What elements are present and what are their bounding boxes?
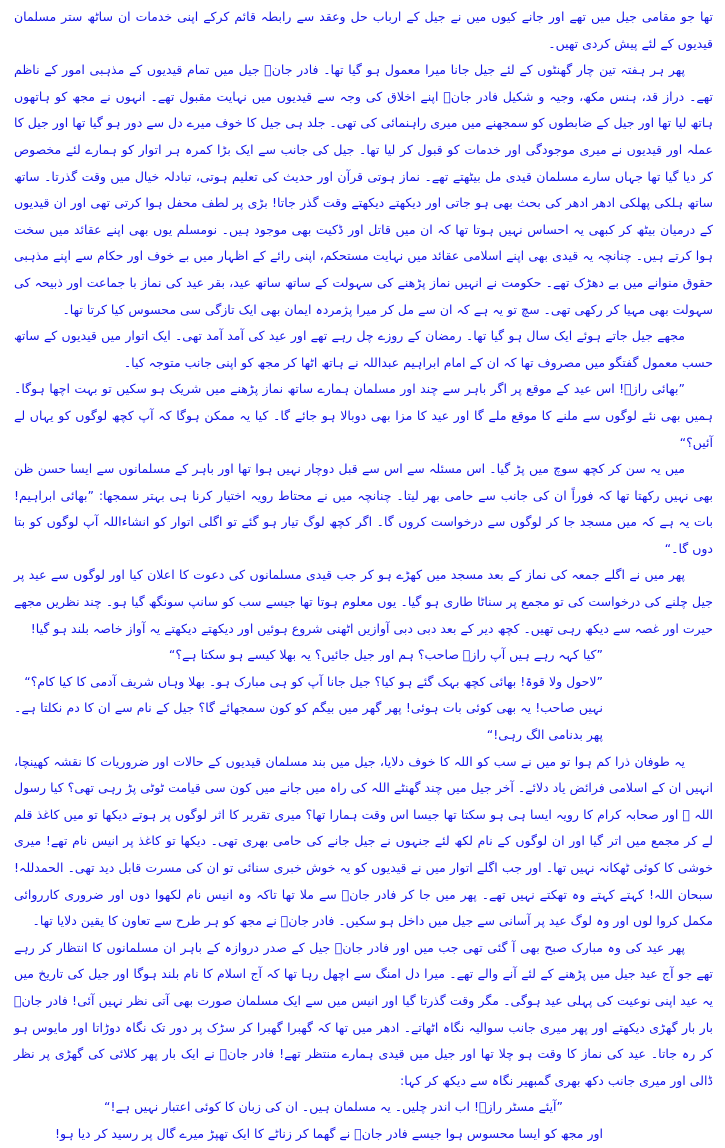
paragraph: اور مجھ کو ایسا محسوس ہوا جیسے فادر جانؔ نے گھما کر زناٹے کا ایک تھپڑ میرے گال پر رسید کر دیا ہو! (55, 1125, 603, 1141)
paragraph: نہیں صاحب! یہ بھی کوئی بات ہوئی! پھر گھر میں بیگم کو کون سمجھائے گا؟ جیل کے نام سے ان کا دم نکلتا ہے۔ پھر بدنامی الگ رہی!“ (14, 700, 603, 743)
paragraph: ”آیئے مسٹر رازؔ! اب اندر چلیں۔ یہ مسلمان ہیں۔ ان کی زبان کا کوئی اعتبار نہیں ہے!“ (103, 1099, 563, 1115)
paragraph: پھر ہر ہفتہ تین چار گھنٹوں کے لئے جیل جانا میرا معمول ہو گیا تھا۔ فادر جانؔ جیل میں تمام قیدیوں کے مذہبی امور کے ناظم تھے۔ دراز قد، ہنس مکھ، وجیہ و شکیل فادر جانؔ اپنے اخلاق کی وجہ سے قیدیوں میں نہایت مقبول تھے۔ انہوں نے مجھ کو ہاتھوں ہاتھ لیا تھا اور جیل کے ضابطوں کو سمجھنے میں میری راہنمائی کی تھی۔ جلد ہی جیل کا خوف میرے دل سے دور ہو گیا تھا اور جیل کا عملہ اور قیدیوں نے میری موجودگی اور خدمات کو قبول کر لیا تھا۔ جیل کی جانب سے ایک بڑا کمرہ ہر اتوار کو ہمارے لئے مخصوص کر دیا گیا تھا جہاں سارے مسلمان قیدی مل بیٹھتے تھے۔ نماز ہوتی قرآن اور حدیث کی تعلیم ہوتی، تبادلہ خیال میں وقت گذرتا۔ ساتھ ساتھ ہلکی پھلکی ادھر ادھر کی بحث بھی ہو جاتی اور دیکھتے دیکھتے وقت گذر جاتا! بڑی پر لطف محفل ہوا کرتی تھی اور ان قیدیوں کے درمیان بیٹھ کر کبھی یہ احساس نہیں ہوتا تھا کہ ان میں قاتل اور ڈکیت بھی موجود ہیں۔ نومسلم یوں بھی اپنے عقائد میں سخت ہوا کرتے ہیں۔ چنانچہ یہ قیدی بھی اپنے اسلامی عقائد میں نہایت مستحکم، اپنی رائے کے اظہار میں بے خوف اور حکام سے اپنے مذہبی حقوق منوانے میں بے دھڑک تھے۔ حکومت نے انہیں نماز پڑھنے کی سہولت کے ساتھ ساتھ عید، بقر عید کی نماز با جماعت اور ذبیحہ کی سہولت بھی مہیا کر رکھی تھی۔ سچ تو یہ ہے کہ ان سے مل کر میرا پژمردہ ایمان بھی ایک تازگی سی محسوس کیا کرتا تھا۔ (14, 62, 713, 317)
paragraph: ”کیا کہہ رہے ہیں آپ رازؔ صاحب؟ ہم اور جیل جائیں؟ یہ بھلا کیسے ہو سکتا ہے؟“ (168, 647, 603, 663)
paragraph: تھا جو مقامی جیل میں تھے اور جانے کیوں میں نے جیل کے ارباب حل وعقد سے رابطہ قائم کرکے اپنی خدمات ان ساٹھ ستر مسلمان قیدیوں کے لئے پیش کردی تھیں۔ (14, 9, 713, 51)
paragraph: پھر میں نے اگلے جمعہ کی نماز کے بعد مسجد میں کھڑے ہو کر جب قیدی مسلمانوں کی دعوت کا اعلان کیا اور لوگوں سے عید پر جیل چلنے کی درخواست کی تو مجمع پر سناٹا طاری ہو گیا۔ یوں معلوم ہوتا تھا جیسے سب کو سانپ سونگھ گیا ہو۔ چند نظریں مجھے حیرت اور غصہ سے دیکھ رہی تھیں۔ کچھ دیر کے بعد دبی دبی آوازیں اٹھنی شروع ہوئیں اور دیکھتے دیکھتے یہ آواز خاصہ بلند ہو گیا! (14, 567, 713, 636)
paragraph: مجھے جیل جاتے ہوئے ایک سال ہو گیا تھا۔ رمضان کے روزے چل رہے تھے اور عید کی آمد آمد تھی۔ ایک اتوار میں قیدیوں کے ساتھ حسب معمول گفتگو میں مصروف تھا کہ ان کے امام ابراہیم عبداللہ نے ہاتھ اٹھا کر مجھ کو اپنی جانب متوجہ کیا۔ (14, 328, 713, 370)
paragraph: ”لاحول ولا قوۃ! بھائی کچھ بہک گئے ہو کیا؟ جیل جانا آپ کو ہی مبارک ہو۔ بھلا وہاں شریف آدمی کا کیا کام؟“ (24, 673, 603, 689)
paragraph: ”بھائی رازؔ! اس عید کے موقع پر اگر باہر سے چند اور مسلمان ہمارے ساتھ نماز پڑھنے میں شریک ہو سکیں تو بہت اچھا ہوگا۔ ہمیں بھی نئے لوگوں سے ملنے کا موقع ملے گا اور عید کا مزا بھی دوبالا ہو جائے گا۔ کیا یہ ممکن ہوگا کہ آپ کچھ لوگوں کو یہاں لے آئیں؟“ (14, 381, 713, 450)
paragraph: پھر عید کی وہ مبارک صبح بھی آ گئی تھی جب میں اور فادر جانؔ جیل کے صدر دروازہ کے باہر ان مسلمانوں کا انتظار کر رہے تھے جو آج عید جیل میں پڑھنے کے لئے آنے والے تھے۔ میرا دل امنگ سے اچھل رہا تھا کہ آج اسلام کا نام بلند ہوگا اور جیل کی تاریخ میں یہ عید اپنی نوعیت کی پہلی عید ہوگی۔ مگر وقت گذرتا گیا اور انیس میں سے ایک مسلمان صورت بھی آتی نظر نہیں آئی! فادر جانؔ بار بار گھڑی دیکھتے اور پھر میری جانب سوالیہ نگاہ اٹھاتے۔ ادھر میں تھا کہ گھبرا گھبرا کر سڑک پر دور تک نگاہ دوڑاتا اور مایوس ہو کر رہ جاتا۔ عید کی نماز کا وقت ہو چلا تھا اور جیل میں قیدی ہمارے منتظر تھے! فادر جانؔ نے ایک بار پھر کلائی کی گھڑی پر نظر ڈالی اور میری جانب دکھ بھری گمبھیر نگاہ سے دیکھ کر کہا: (14, 939, 713, 1088)
paragraph: میں یہ سن کر کچھ سوچ میں پڑ گیا۔ اس مسئلہ سے اس سے قبل دوچار نہیں ہوا تھا اور باہر کے مسلمانوں سے ایسا حسن ظن بھی نہیں رکھتا تھا کہ فوراً ان کی جانب سے حامی بھر لیتا۔ چنانچہ میں نے محتاط رویہ اختیار کرنا ہی بہتر سمجھا: ”بھائی ابراہیم! بات یہ ہے کہ میں مسجد جا کر لوگوں سے درخواست کروں گا۔ اگر کچھ لوگ تیار ہو گئے تو اگلی اتوار کو انشاءاللہ آپ لوگوں کو بتا دوں گا۔“ (14, 461, 713, 556)
paragraph: یہ طوفان ذرا کم ہوا تو میں نے سب کو اللہ کا خوف دلایا، جیل میں بند مسلمان قیدیوں کے حالات اور ضروریات کا نقشہ کھینچا، انہیں ان کے اسلامی فرائض یاد دلائے۔ آخر جیل میں چند گھنٹے اللہ کی راہ میں جانے میں کون سی قیامت ٹوٹی پڑ رہی تھی؟ کیا رسول اللہ ﷺ اور صحابہ کرام کا رویہ ایسا ہی ہو سکتا تھا جیسا اس وقت ہمارا تھا؟ میری تقریر کا اثر لوگوں پر ہوتے دیکھا تو میں کاغذ قلم لے کر مجمع میں اتر گیا اور ان لوگوں کے نام لکھ لئے جنہوں نے جیل جانے کی حامی بھری تھی۔ دیکھا تو کاغذ پر انیس نام تھے! میری خوشی کا کوئی ٹھکانہ نہیں تھا۔ اور جب اگلے اتوار میں نے قیدیوں کو یہ خوش خبری سنائی تو ان کی مسرت قابل دید تھی۔ الحمدللہ! سبحان اللہ! کہتے کہتے وہ تھکتے نہیں تھے۔ پھر میں جا کر فادر جانؔ سے ملا تھا تاکہ وہ انیس نام لکھوا دوں اور ضروری کارروائی مکمل کروا لوں اور وہ لوگ عید پر آسانی سے جیل میں داخل ہو سکیں۔ فادر جانؔ نے مجھ کو ہر طرح سے تعاون کا یقین دلایا تھا۔ (14, 753, 713, 929)
